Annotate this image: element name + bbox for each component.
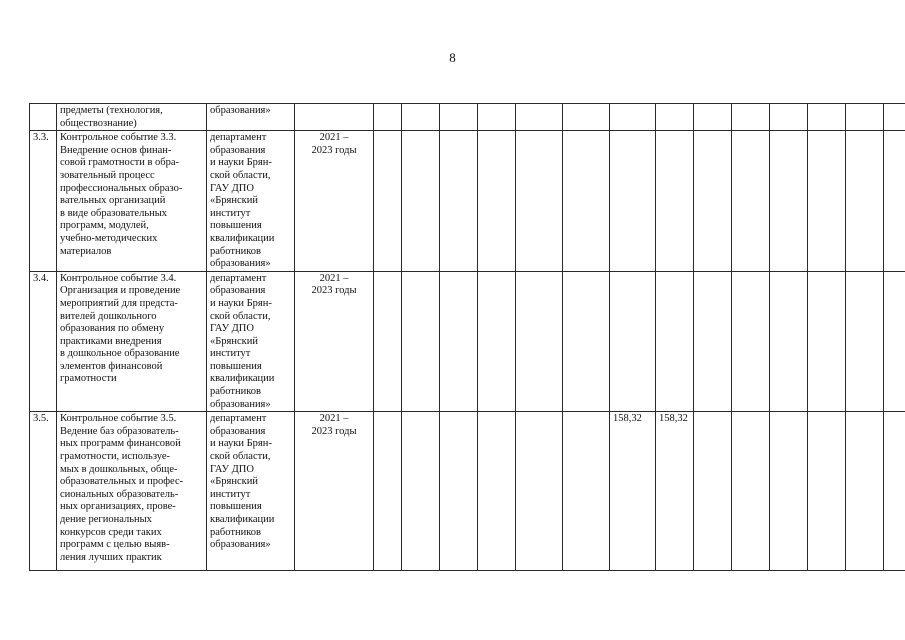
value-cell bbox=[770, 271, 808, 412]
period-cell bbox=[295, 271, 374, 412]
value-cell bbox=[656, 131, 694, 272]
value-cell: 158,32 bbox=[656, 412, 694, 571]
value-cell bbox=[563, 104, 610, 131]
value-cell bbox=[610, 131, 656, 272]
table-row bbox=[30, 412, 905, 571]
value-cell bbox=[440, 104, 478, 131]
table-row bbox=[30, 271, 905, 412]
event-description-cell-text: Контрольное событие 3.3. Внедрение основ финан- совой грамотности в обра- зовательный процесс профессиональных образо- вательных организаций в виде образовательных программ, модулей, учебно-методических материалов bbox=[60, 132, 183, 257]
value-cell bbox=[656, 271, 694, 412]
value-cell bbox=[884, 271, 905, 412]
value-cell bbox=[694, 131, 732, 272]
executor-cell bbox=[207, 104, 295, 131]
value-cell bbox=[656, 104, 694, 131]
value-cell bbox=[374, 131, 402, 272]
value-cell bbox=[846, 131, 884, 272]
value-cell bbox=[610, 271, 656, 412]
value-cell: 158,32 bbox=[610, 412, 656, 571]
value-cell bbox=[694, 412, 732, 571]
value-cell bbox=[808, 104, 846, 131]
value-cell bbox=[808, 271, 846, 412]
value-cell bbox=[516, 412, 563, 571]
value-cell bbox=[516, 131, 563, 272]
value-cell bbox=[610, 104, 656, 131]
value-cell bbox=[694, 271, 732, 412]
value-cell bbox=[732, 412, 770, 571]
value-cell bbox=[732, 104, 770, 131]
value-cell bbox=[374, 104, 402, 131]
event-description-cell bbox=[57, 271, 207, 412]
value-cell bbox=[402, 131, 440, 272]
value-cell bbox=[732, 271, 770, 412]
executor-cell-text: департамент образования и науки Брян- ской области, ГАУ ДПО «Брянский институт повышения квалификации работников образования» bbox=[210, 413, 275, 551]
value-cell bbox=[884, 131, 905, 272]
value-cell bbox=[478, 131, 516, 272]
value-cell bbox=[808, 131, 846, 272]
value-cell bbox=[563, 412, 610, 571]
period-cell-text: 2021 – 2023 годы bbox=[311, 272, 357, 297]
event-description-cell bbox=[57, 131, 207, 272]
event-description-cell-text: Контрольное событие 3.5. Ведение баз образователь- ных программ финансовой грамотности, используе- мых в дошкольных, обще- образовательных и профес- сиональных образователь- ных организациях, прове- дение региональных конкурсов среди таких программ с целью выяв- ления лучших практик bbox=[60, 413, 184, 563]
item-number-cell: 3.4. bbox=[30, 271, 57, 412]
executor-cell bbox=[207, 412, 295, 571]
value-cell bbox=[402, 412, 440, 571]
executor-cell bbox=[207, 131, 295, 272]
executor-cell-text: образования» bbox=[210, 105, 271, 116]
value-cell bbox=[732, 131, 770, 272]
value-cell bbox=[440, 412, 478, 571]
event-description-cell-text: Контрольное событие 3.4. Организация и проведение мероприятий для предста- вителей дошкольного образования по обмену практиками внедрения в дошкольное образование элементов финансовой грамотности bbox=[60, 272, 181, 385]
value-cell bbox=[694, 104, 732, 131]
period-cell bbox=[295, 104, 374, 131]
value-cell bbox=[846, 271, 884, 412]
period-cell bbox=[295, 131, 374, 272]
event-description-cell-text: предметы (технология, обществознание) bbox=[60, 105, 163, 129]
value-cell bbox=[374, 412, 402, 571]
value-cell bbox=[563, 131, 610, 272]
table-row bbox=[30, 104, 905, 131]
executor-cell bbox=[207, 271, 295, 412]
value-cell bbox=[884, 104, 905, 131]
period-cell-text: 2021 – 2023 годы bbox=[311, 413, 357, 437]
value-cell bbox=[478, 104, 516, 131]
value-cell bbox=[770, 104, 808, 131]
value-cell bbox=[563, 271, 610, 412]
value-cell bbox=[440, 271, 478, 412]
value-cell bbox=[402, 104, 440, 131]
event-description-cell bbox=[57, 412, 207, 571]
item-number-cell: 3.5. bbox=[30, 412, 57, 571]
value-cell bbox=[402, 271, 440, 412]
period-cell bbox=[295, 412, 374, 571]
page-number: 8 bbox=[449, 50, 456, 65]
period-cell-text: 2021 – 2023 годы bbox=[311, 132, 357, 156]
value-cell bbox=[440, 131, 478, 272]
executor-cell-text: департамент образования и науки Брян- ской области, ГАУ ДПО «Брянский институт повышения квалификации работников образования» bbox=[210, 272, 275, 410]
value-cell bbox=[884, 412, 905, 571]
value-cell bbox=[846, 412, 884, 571]
value-cell bbox=[478, 271, 516, 412]
event-plan-table bbox=[29, 103, 905, 571]
value-cell bbox=[770, 412, 808, 571]
value-cell bbox=[374, 271, 402, 412]
table-row bbox=[30, 131, 905, 272]
item-number-cell bbox=[30, 104, 57, 131]
executor-cell-text: департамент образования и науки Брян- ской области, ГАУ ДПО «Брянский институт повышения квалификации работников образования» bbox=[210, 132, 275, 270]
value-cell bbox=[516, 271, 563, 412]
value-cell bbox=[846, 104, 884, 131]
value-cell bbox=[770, 131, 808, 272]
value-cell bbox=[478, 412, 516, 571]
event-description-cell bbox=[57, 104, 207, 131]
value-cell bbox=[516, 104, 563, 131]
item-number-cell: 3.3. bbox=[30, 131, 57, 272]
value-cell bbox=[808, 412, 846, 571]
